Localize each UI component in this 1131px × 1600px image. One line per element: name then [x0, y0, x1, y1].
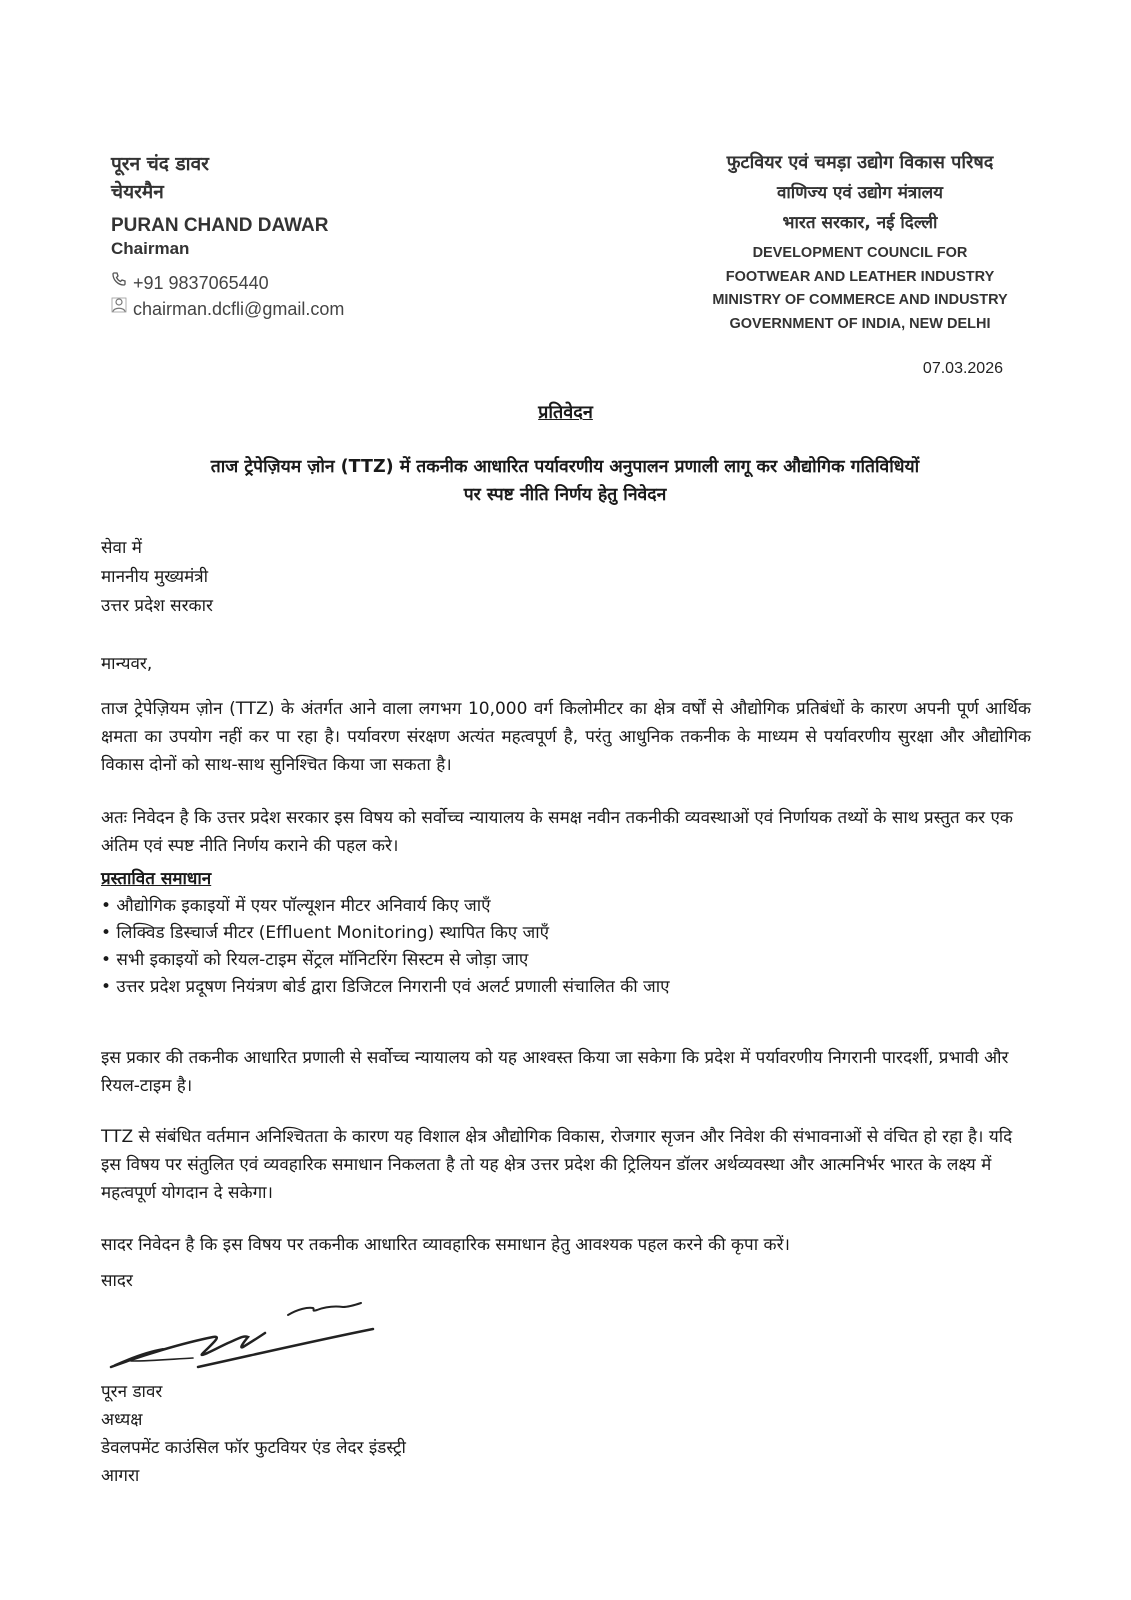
- signatory-designation: अध्यक्ष: [101, 1410, 143, 1430]
- sender-header: [111, 150, 471, 322]
- solution-item: • सभी इकाइयों को रियल-टाइम सेंट्रल मॉनिटरिंग सिस्टम से जोड़ा जाए: [101, 950, 529, 970]
- recipient-line-2: माननीय मुख्यमंत्री: [101, 567, 209, 587]
- signatory-organization: डेवलपमेंट काउंसिल फॉर फुटवियर एंड लेदर इंडस्ट्री: [101, 1438, 406, 1458]
- recipient-line-1: सेवा में: [101, 538, 142, 558]
- sender-name-english: PURAN CHAND DAWAR: [111, 215, 329, 236]
- sender-title-english: Chairman: [111, 239, 190, 258]
- organization-header: [660, 148, 1060, 336]
- org-name-english-line2: FOOTWEAR AND LEATHER INDUSTRY: [725, 268, 995, 285]
- sender-name-hindi: पूरन चंद डावर: [111, 153, 209, 175]
- paragraph-3: इस प्रकार की तकनीक आधारित प्रणाली से सर्वोच्च न्यायालय को यह आश्वस्त किया जा सकेगा कि प्रदेश में पर्यावरणीय निगरानी पारदर्शी, प्रभावी और रियल-टाइम है।: [101, 1048, 1009, 1096]
- recipient-address: [101, 534, 1031, 621]
- solution-item: • उत्तर प्रदेश प्रदूषण नियंत्रण बोर्ड द्वारा डिजिटल निगरानी एवं अलर्ट प्रणाली संचालित की जाए: [101, 977, 670, 997]
- email-icon: [111, 296, 133, 322]
- org-ministry-english: MINISTRY OF COMMERCE AND INDUSTRY: [712, 292, 1008, 308]
- subject: [90, 453, 1040, 509]
- document-title: प्रतिवेदन: [538, 402, 593, 423]
- solution-item: • औद्योगिक इकाइयों में एयर पॉल्यूशन मीटर अनिवार्य किए जाएँ: [101, 896, 491, 916]
- sender-email[interactable]: chairman.dcfli@gmail.com: [133, 299, 345, 319]
- solution-item: • लिक्विड डिस्चार्ज मीटर (Effluent Monitoring) स्थापित किए जाएँ: [101, 923, 550, 943]
- org-ministry-hindi: वाणिज्य एवं उद्योग मंत्रालय: [776, 183, 944, 203]
- paragraph-1: ताज ट्रेपेज़ियम ज़ोन (TTZ) के अंतर्गत आने वाला लगभग 10,000 वर्ग किलोमीटर का क्षेत्र वर्षों से औद्योगिक प्रतिबंधों के कारण अपनी पूर्ण आर्थिक क्षमता का उपयोग नहीं कर पा रहा है। पर्यावरण संरक्षण अत्यंत महत्वपूर्ण है, परंतु आधुनिक तकनीक के माध्यम से पर्यावरणीय सुरक्षा और औद्योगिक विकास दोनों को साथ-साथ सुनिश्चित किया जा सकता है।: [101, 699, 1031, 775]
- org-government-hindi: भारत सरकार, नई दिल्ली: [782, 213, 938, 233]
- letter-date: 07.03.2026: [922, 360, 1003, 377]
- signature-image: [103, 1295, 403, 1380]
- signatory-city: आगरा: [101, 1466, 140, 1486]
- sender-email-row: [111, 296, 471, 322]
- sender-phone-row: [111, 270, 471, 296]
- solutions-heading: प्रस्तावित समाधान: [101, 869, 212, 889]
- proposed-solutions: [101, 866, 1031, 1001]
- sender-title-hindi: चेयरमैन: [111, 181, 164, 203]
- subject-line-1: ताज ट्रेपेज़ियम ज़ोन (TTZ) में तकनीक आधारित पर्यावरणीय अनुपालन प्रणाली लागू कर औद्योगिक गतिविधियों: [210, 457, 920, 477]
- recipient-line-3: उत्तर प्रदेश सरकार: [101, 596, 213, 616]
- subject-line-2: पर स्पष्ट नीति निर्णय हेतु निवेदन: [463, 485, 667, 505]
- phone-icon: [111, 270, 133, 296]
- paragraph-4: TTZ से संबंधित वर्तमान अनिश्चितता के कारण यह विशाल क्षेत्र औद्योगिक विकास, रोजगार सृजन और निवेश की संभावनाओं से वंचित हो रहा है। यदि इस विषय पर संतुलित एवं व्यवहारिक समाधान निकलता है तो यह क्षेत्र उत्तर प्रदेश की ट्रिलियन डॉलर अर्थव्यवस्था और आत्मनिर्भर भारत के लक्ष्य में महत्वपूर्ण योगदान दे सकेगा।: [101, 1127, 1013, 1203]
- sender-phone[interactable]: +91 9837065440: [133, 273, 269, 293]
- org-government-english: GOVERNMENT OF INDIA, NEW DELHI: [729, 315, 991, 332]
- paragraph-5: सादर निवेदन है कि इस विषय पर तकनीक आधारित व्यावहारिक समाधान हेतु आवश्यक पहल करने की कृपा करें।: [101, 1235, 790, 1255]
- paragraph-2: अतः निवेदन है कि उत्तर प्रदेश सरकार इस विषय को सर्वोच्च न्यायालय के समक्ष नवीन तकनीकी व्यवस्थाओं एवं निर्णायक तथ्यों के साथ प्रस्तुत कर एक अंतिम एवं स्पष्ट नीति निर्णय कराने की पहल करे।: [101, 808, 1013, 856]
- org-name-english-line1: DEVELOPMENT COUNCIL FOR: [752, 245, 968, 261]
- signatory-name: पूरन डावर: [101, 1382, 163, 1402]
- closing: सादर: [101, 1271, 133, 1291]
- salutation: मान्यवर,: [101, 654, 153, 674]
- org-name-hindi: फुटवियर एवं चमड़ा उद्योग विकास परिषद: [726, 152, 994, 173]
- signatory-block: [101, 1378, 1031, 1490]
